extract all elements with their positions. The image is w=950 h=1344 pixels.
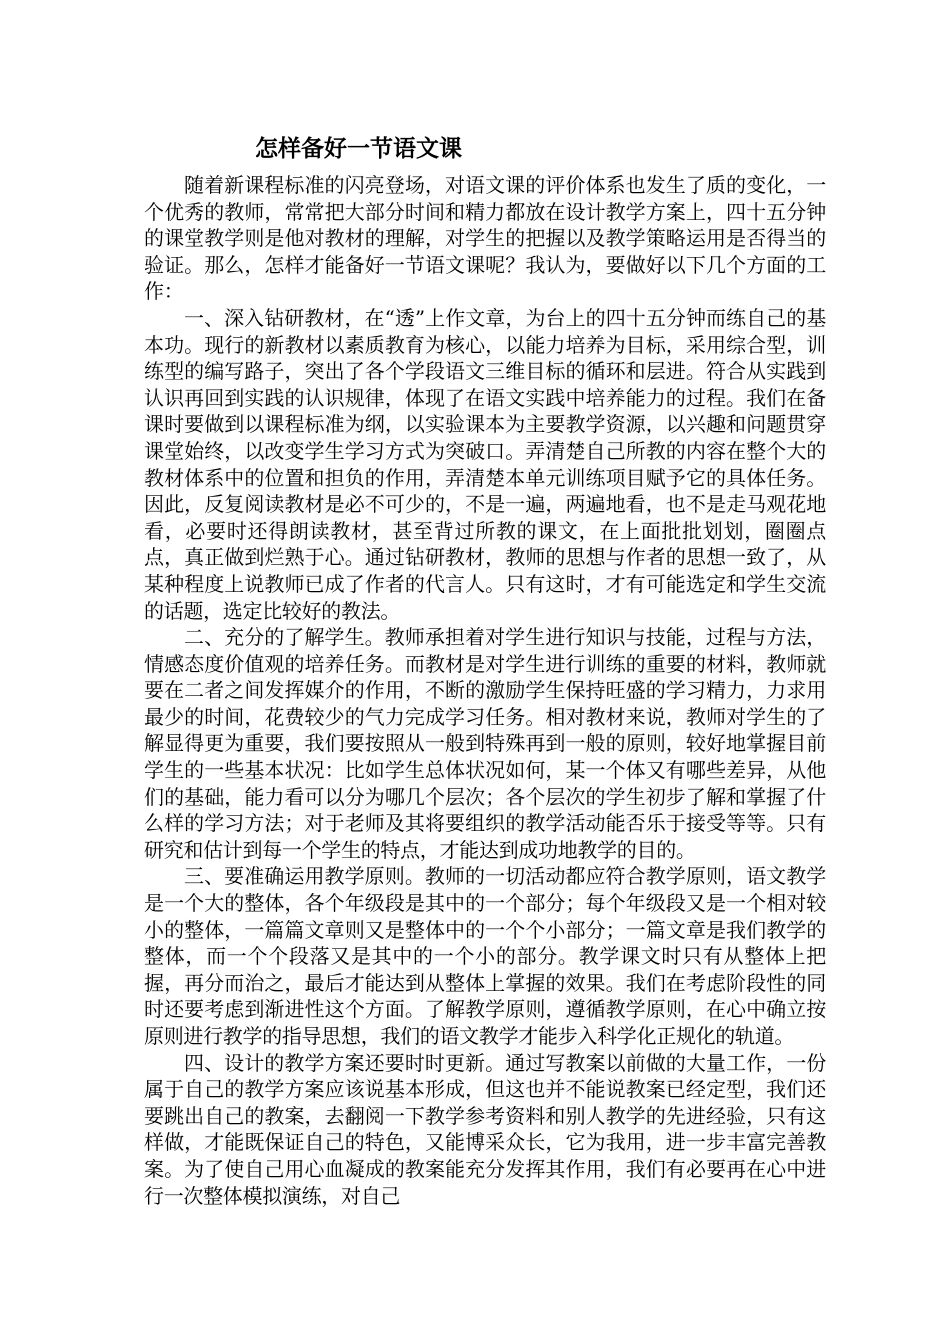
paragraph-point-3: 三、要准确运用教学原则。教师的一切活动都应符合教学原则，语文教学是一个大的整体，各个年级段是其中的一个部分；每个年级段又是一个相对较小的整体，一篇篇文章则又是整体中的一个个小部分；一篇文章是我们教学的整体，而一个个段落又是其中的一个小的部分。教学课文时只有从整体上把握，再分而治之，最后才能达到从整体上掌握的效果。我们在考虑阶段性的同时还要考虑到渐进性这个方面。了解教学原则，遵循教学原则，在心中确立按原则进行教学的指导思想，我们的语文教学才能步入科学化正规化的轨道。 (144, 864, 826, 1048)
paragraph-point-1: 一、深入钻研教材，在“透”上作文章，为台上的四十五分钟而练自己的基本功。现行的新教材以素质教育为核心，以能力培养为目标，采用综合型，训练型的编写路子，突出了各个学段语文三维目标的循环和层进。符合从实践到认识再回到实践的认识规律，体现了在语文实践中培养能力的过程。我们在备课时要做到以课程标准为纲，以实验课本为主要教学资源，以兴趣和问题贯穿课堂始终，以改变学生学习方式为突破口。弄清楚自己所教的内容在整个大的教材体系中的位置和担负的作用，弄清楚本单元训练项目赋予它的具体任务。因此，反复阅读教材是必不可少的，不是一遍，两遍地看，也不是走马观花地看，必要时还得朗读教材，甚至背过所教的课文，在上面批批划划，圈圈点点，真正做到烂熟于心。通过钻研教材，教师的思想与作者的思想一致了，从某种程度上说教师已成了作者的代言人。只有这时，才有可能选定和学生交流的话题，选定比较好的教法。 (144, 305, 826, 623)
paragraph-point-4: 四、设计的教学方案还要时时更新。通过写教案以前做的大量工作，一份属于自己的教学方案应该说基本形成，但这也并不能说教案已经定型，我们还要跳出自己的教案，去翻阅一下教学参考资料和别人教学的先进经验，只有这样做，才能既保证自己的特色，又能博采众长，它为我用，进一步丰富完善教案。为了使自己用心血凝成的教案能充分发挥其作用，我们有必要再在心中进行一次整体模拟演练，对自己 (144, 1050, 826, 1208)
paragraph-point-2: 二、充分的了解学生。教师承担着对学生进行知识与技能，过程与方法，情感态度价值观的培养任务。而教材是对学生进行训练的重要的材料，教师就要在二者之间发挥媒介的作用，不断的激励学生保持旺盛的学习精力，力求用最少的时间，花费较少的气力完成学习任务。相对教材来说，教师对学生的了解显得更为重要，我们要按照从一般到特殊再到一般的原则，较好地掌握目前学生的一些基本状况：比如学生总体状况如何，某一个体又有哪些差异，从他们的基础，能力看可以分为哪几个层次；各个层次的学生初步了解和掌握了什么样的学习方法；对于老师及其将要组织的教学活动能否乐于接受等等。只有研究和估计到每一个学生的特点，才能达到成功地教学的目的。 (144, 625, 826, 862)
document-title: 怎样备好一节语文课 (255, 135, 462, 162)
paragraph-intro: 随着新课程标准的闪亮登场，对语文课的评价体系也发生了质的变化，一个优秀的教师，常常把大部分时间和精力都放在设计教学方案上，四十五分钟的课堂教学则是他对教材的理解，对学生的把握以及教学策略运用是否得当的验证。那么，怎样才能备好一节语文课呢？我认为，要做好以下几个方面的工作： (144, 173, 826, 304)
document-body (144, 172, 826, 1209)
